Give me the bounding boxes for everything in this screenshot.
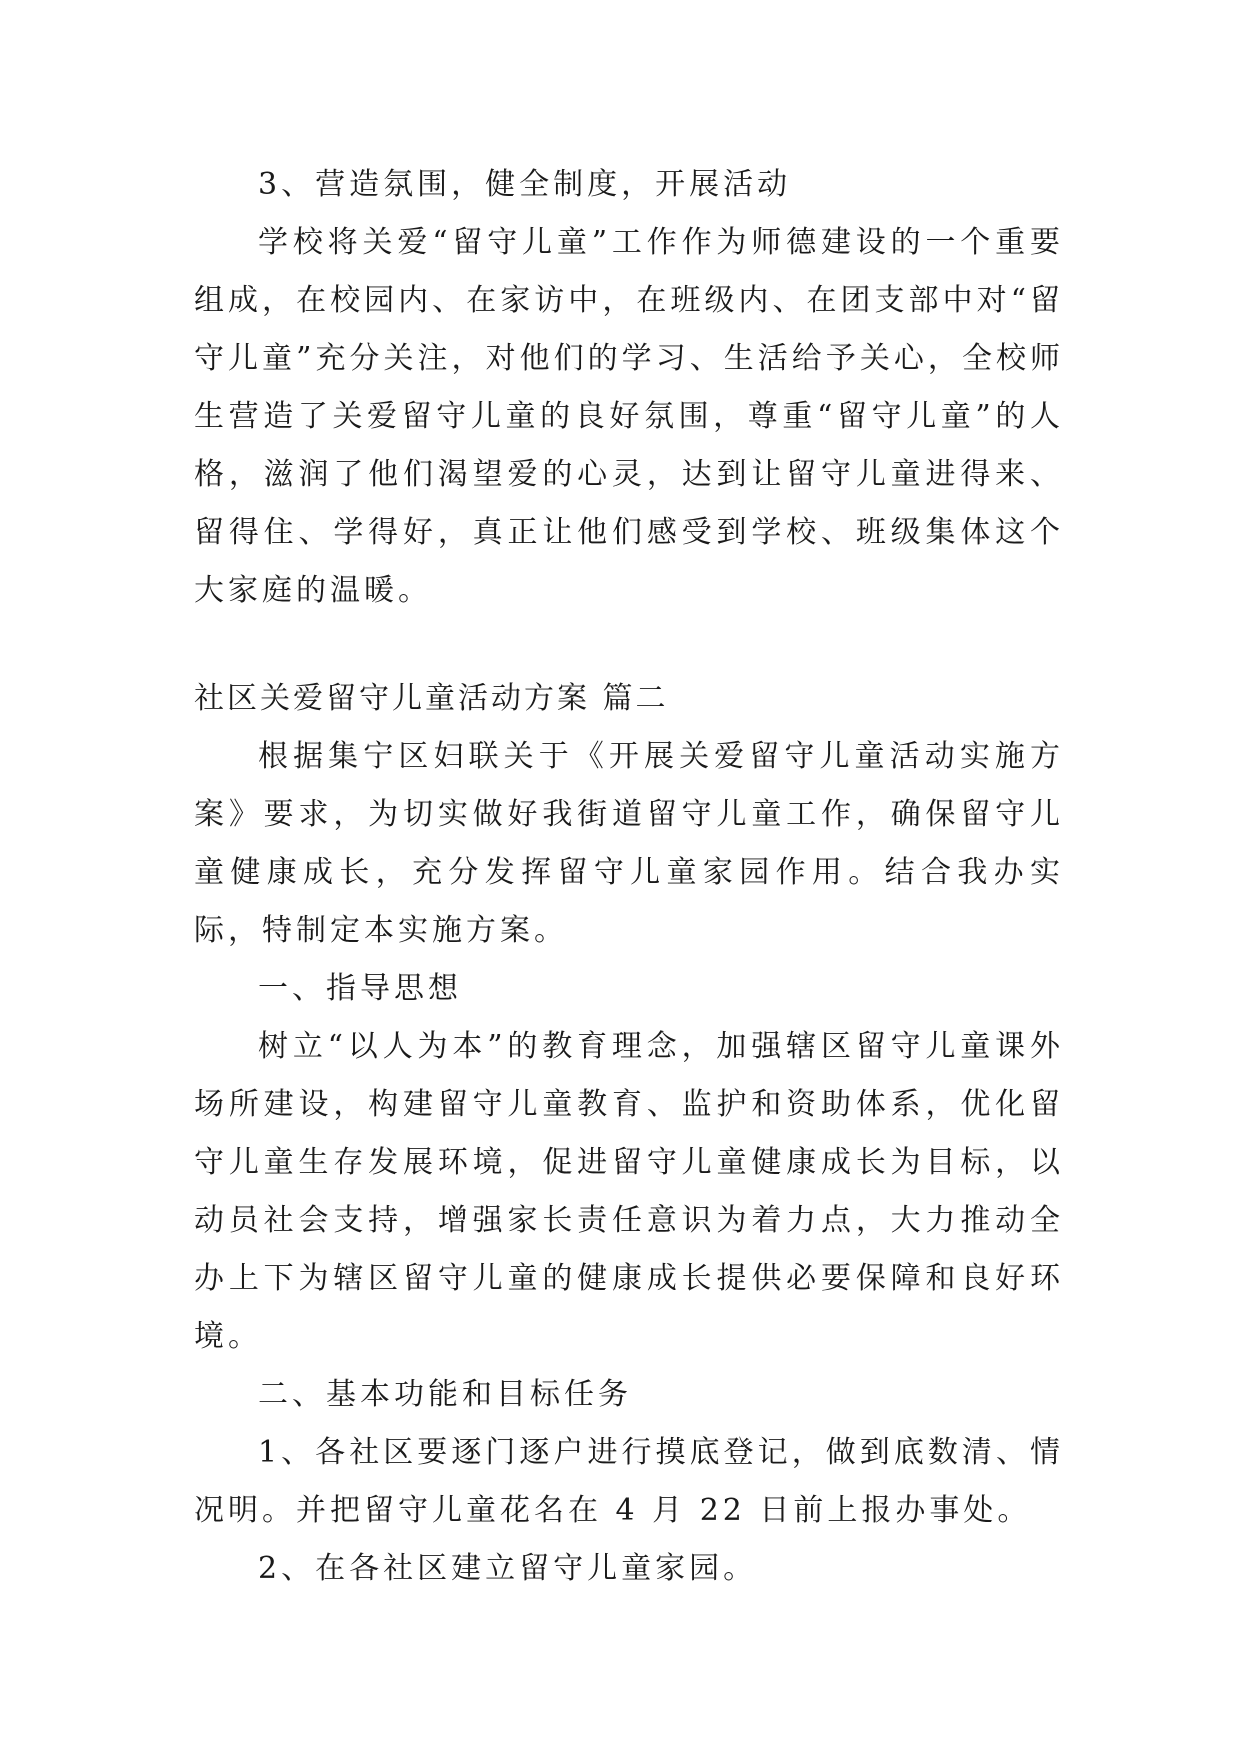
- section-heading-atmosphere: 3、营造氛围，健全制度，开展活动: [258, 167, 792, 202]
- paragraph-school-care: 学校将关爱“留守儿童”工作作为师德建设的一个重要组成，在校园内、在家访中，在班级内、在团支部中对“留守儿童”充分关注，对他们的学习、生活给予关心，全校师生营造了关爱留守儿童的良好氛围，尊重“留守儿童”的人格，滋润了他们渴望爱的心灵，达到让留守儿童进得来、留得住、学得好，真正让他们感受到学校、班级集体这个大家庭的温暖。: [194, 225, 1064, 608]
- paragraph-intro: 根据集宁区妇联关于《开展关爱留守儿童活动实施方案》要求，为切实做好我街道留守儿童工作，确保留守儿童健康成长，充分发挥留守儿童家园作用。结合我办实际，特制定本实施方案。: [194, 739, 1064, 948]
- section-heading-guiding-ideology: 一、指导思想: [258, 971, 462, 1006]
- section-heading-functions-goals: 二、基本功能和目标任务: [258, 1377, 632, 1412]
- document-body: [194, 156, 1064, 1598]
- paragraph-guiding-ideology: 树立“以人为本”的教育理念，加强辖区留守儿童课外场所建设，构建留守儿童教育、监护和资助体系，优化留守儿童生存发展环境，促进留守儿童健康成长为目标，以动员社会支持，增强家长责任意识为着力点，大力推动全办上下为辖区留守儿童的健康成长提供必要保障和良好环境。: [194, 1029, 1064, 1354]
- list-item-children-home: 2、在各社区建立留守儿童家园。: [258, 1551, 758, 1586]
- list-item-registration: 1、各社区要逐门逐户进行摸底登记，做到底数清、情况明。并把留守儿童花名在 4 月 22 日前上报办事处。: [194, 1435, 1064, 1528]
- section-title-part-two: 社区关爱留守儿童活动方案 篇二: [194, 681, 669, 716]
